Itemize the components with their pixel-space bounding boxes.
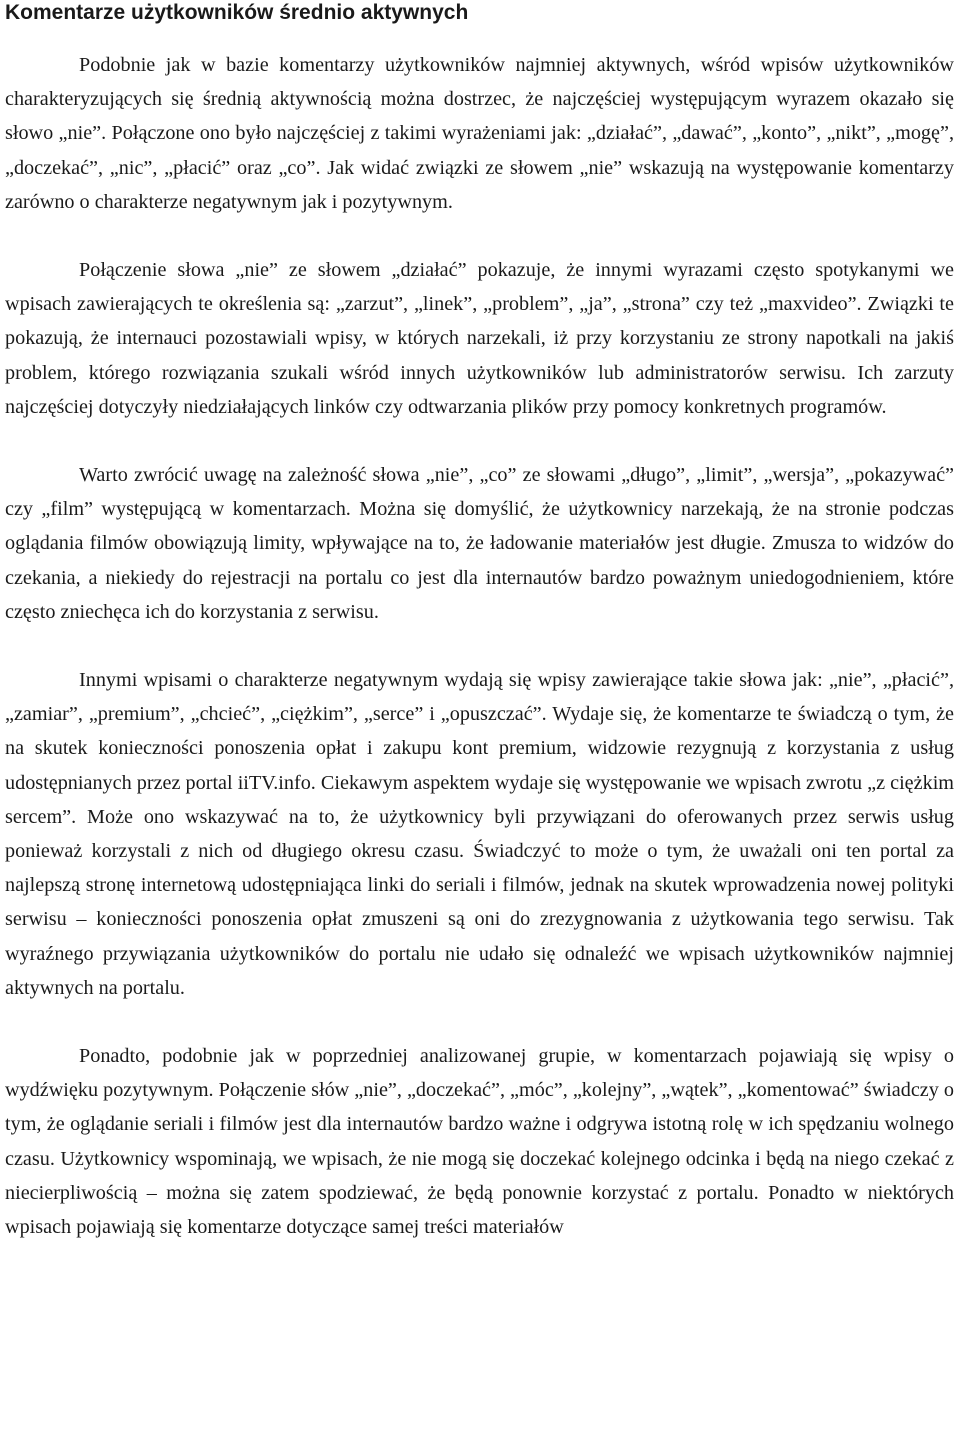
paragraph-1: Podobnie jak w bazie komentarzy użytkowników najmniej aktywnych, wśród wpisów użytkowników charakteryzujących się średnią aktywnością można dostrzec, że najczęściej występującym wyrazem okazało się słowo „nie”. Połączone ono było najczęściej z takimi wyrażeniami jak: „działać”, „dawać”, „konto”, „nikt”, „mogę”, „doczekać”, „nic”, „płacić” oraz „co”. Jak widać związki ze słowem „nie” wskazują na występowanie komentarzy zarówno o charakterze negatywnym jak i pozytywnym.: [5, 54, 954, 213]
paragraph-spacer: [5, 424, 954, 458]
paragraph-5: Ponadto, podobnie jak w poprzedniej analizowanej grupie, w komentarzach pojawiają się wpisy o wydźwięku pozytywnym. Połączenie słów „nie”, „doczekać”, „móc”, „kolejny”, „wątek”, „komentować” świadczy o tym, że oglądanie seriali i filmów jest dla internautów bardzo ważne i odgrywa istotną rolę w ich spędzaniu wolnego czasu. Użytkownicy wspominają, we wpisach, że nie mogą się doczekać kolejnego odcinka i będą na niego czekać z niecierpliwością – można się zatem spodziewać, że będą ponownie korzystać z portalu. Ponadto w niektórych wpisach pojawiają się komentarze dotyczące samej treści materiałów: [5, 1045, 954, 1239]
paragraph-3: Warto zwrócić uwagę na zależność słowa „nie”, „co” ze słowami „długo”, „limit”, „wersja”, „pokazywać” czy „film” występującą w komentarzach. Można się domyślić, że użytkownicy narzekają, że na stronie podczas oglądania filmów obowiązują limity, wpływające na to, że ładowanie materiałów jest długie. Zmusza to widzów do czekania, a niekiedy do rejestracji na portalu co jest dla internautów bardzo poważnym uniedogodnieniem, które często zniechęca ich do korzystania z serwisu.: [5, 464, 954, 623]
paragraph-4: Innymi wpisami o charakterze negatywnym wydają się wpisy zawierające takie słowa jak: „nie”, „płacić”, „zamiar”, „premium”, „chcieć”, „ciężkim”, „serce” i „opuszczać”. Wydaje się, że komentarze te świadczą o tym, że na skutek konieczności ponoszenia opłat i zakupu kont premium, widzowie rezygnują z korzystania z usług udostępnianych przez portal iiTV.info. Ciekawym aspektem wydaje się występowanie we wpisach zwrotu „z ciężkim sercem”. Może ono wskazywać na to, że użytkownicy byli przywiązani do oferowanych przez serwis usług ponieważ korzystali z nich od długiego okresu czasu. Świadczyć to może o tym, że uważali oni ten portal za najlepszą stronę internetową udostępniająca linki do seriali i filmów, jednak na skutek wprowadzenia nowej polityki serwisu – konieczności ponoszenia opłat zmuszeni są oni do zrezygnowania z użytkowania tego serwisu. Tak wyraźnego przywiązania użytkowników do portalu nie udało się odnaleźć we wpisach użytkowników najmniej aktywnych na portalu.: [5, 669, 954, 999]
document-page: [5, 0, 954, 1244]
paragraph-2: Połączenie słowa „nie” ze słowem „działać” pokazuje, że innymi wyrazami często spotykanymi we wpisach zawierających te określenia są: „zarzut”, „linek”, „problem”, „ja”, „strona” czy też „maxvideo”. Związki te pokazują, że internauci pozostawiali wpisy, w których narzekali, iż przy korzystaniu ze strony napotkali na jakiś problem, którego rozwiązania szukali wśród innych użytkowników lub administratorów serwisu. Ich zarzuty najczęściej dotyczyły niedziałających linków czy odtwarzania plików przy pomocy konkretnych programów.: [5, 259, 954, 418]
paragraph-spacer: [5, 1005, 954, 1039]
section-heading: Komentarze użytkowników średnio aktywnych: [5, 1, 469, 24]
paragraph-spacer: [5, 219, 954, 253]
paragraph-spacer: [5, 629, 954, 663]
